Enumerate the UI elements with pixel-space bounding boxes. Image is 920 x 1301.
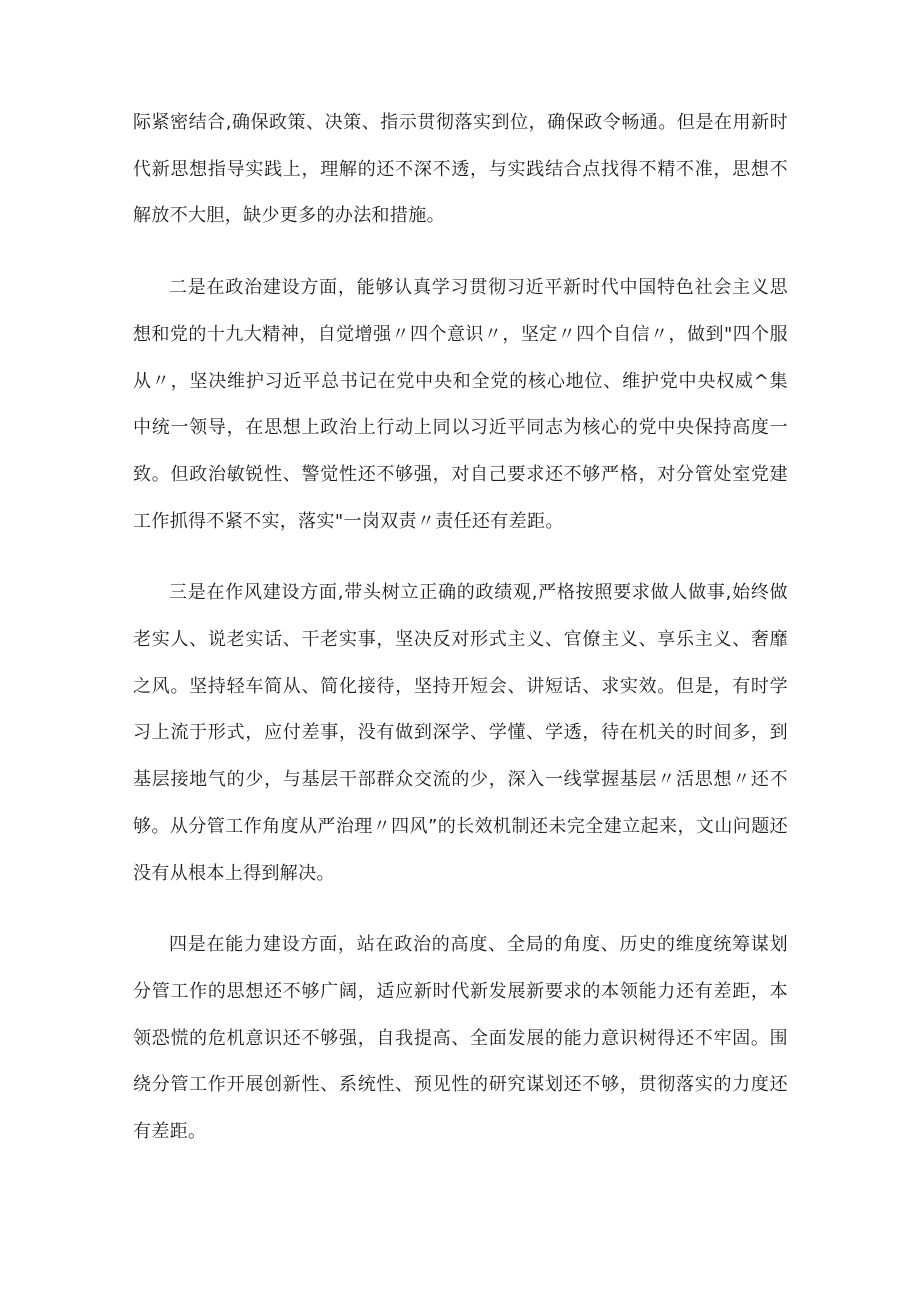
paragraph-1: 际紧密结合,确保政策、决策、指示贯彻落实到位，确保政令畅通。但是在用新时代新思想指导实践上，理解的还不深不透，与实践结合点找得不精不准，思想不解放不大胆，缺少更多的办法和措施。 <box>133 112 788 227</box>
document-body <box>133 100 788 1181</box>
paragraph-political-construction: 二是在政治建设方面，能够认真学习贯彻习近平新时代中国特色社会主义思想和党的十九大精神，自觉增强〃四个意识〃，坚定〃四个自信〃，做到"四个服从〃，坚决维护习近平总书记在党中央和全党的核心地位、维护党中央权威^集中统一领导，在思想上政治上行动上同以习近平同志为核心的党中央保持高度一致。但政治敏锐性、警觉性还不够强，对自己要求还不够严格，对分管处室党建工作抓得不紧不实，落实"一岗双责〃责任还有差距。 <box>133 277 788 532</box>
paragraph-work-style-construction: 三是在作风建设方面,带头树立正确的政绩观,严格按照要求做人做事,始终做老实人、说老实话、干老实事，坚决反对形式主义、官僚主义、享乐主义、奢靡之风。坚持轻车简从、简化接待，坚持开短会、讲短话、求实效。但是，有时学习上流于形式，应付差事，没有做到深学、学懂、学透，待在机关的时间多，到基层接地气的少，与基层干部群众交流的少，深入一线掌握基层〃活思想〃还不够。从分管工作角度从严治理〃四风”的长效机制还未完全建立起来，文山问题还没有从根本上得到解决。 <box>133 582 788 884</box>
paragraph-capability-construction: 四是在能力建设方面，站在政治的高度、全局的角度、历史的维度统筹谋划分管工作的思想还不够广阔，适应新时代新发展新要求的本领能力还有差距，本领恐慌的危机意识还不够强，自我提高、全面发展的能力意识树得还不牢固。围绕分管工作开展创新性、系统性、预见性的研究谋划还不够，贯彻落实的力度还有差距。 <box>133 934 788 1143</box>
